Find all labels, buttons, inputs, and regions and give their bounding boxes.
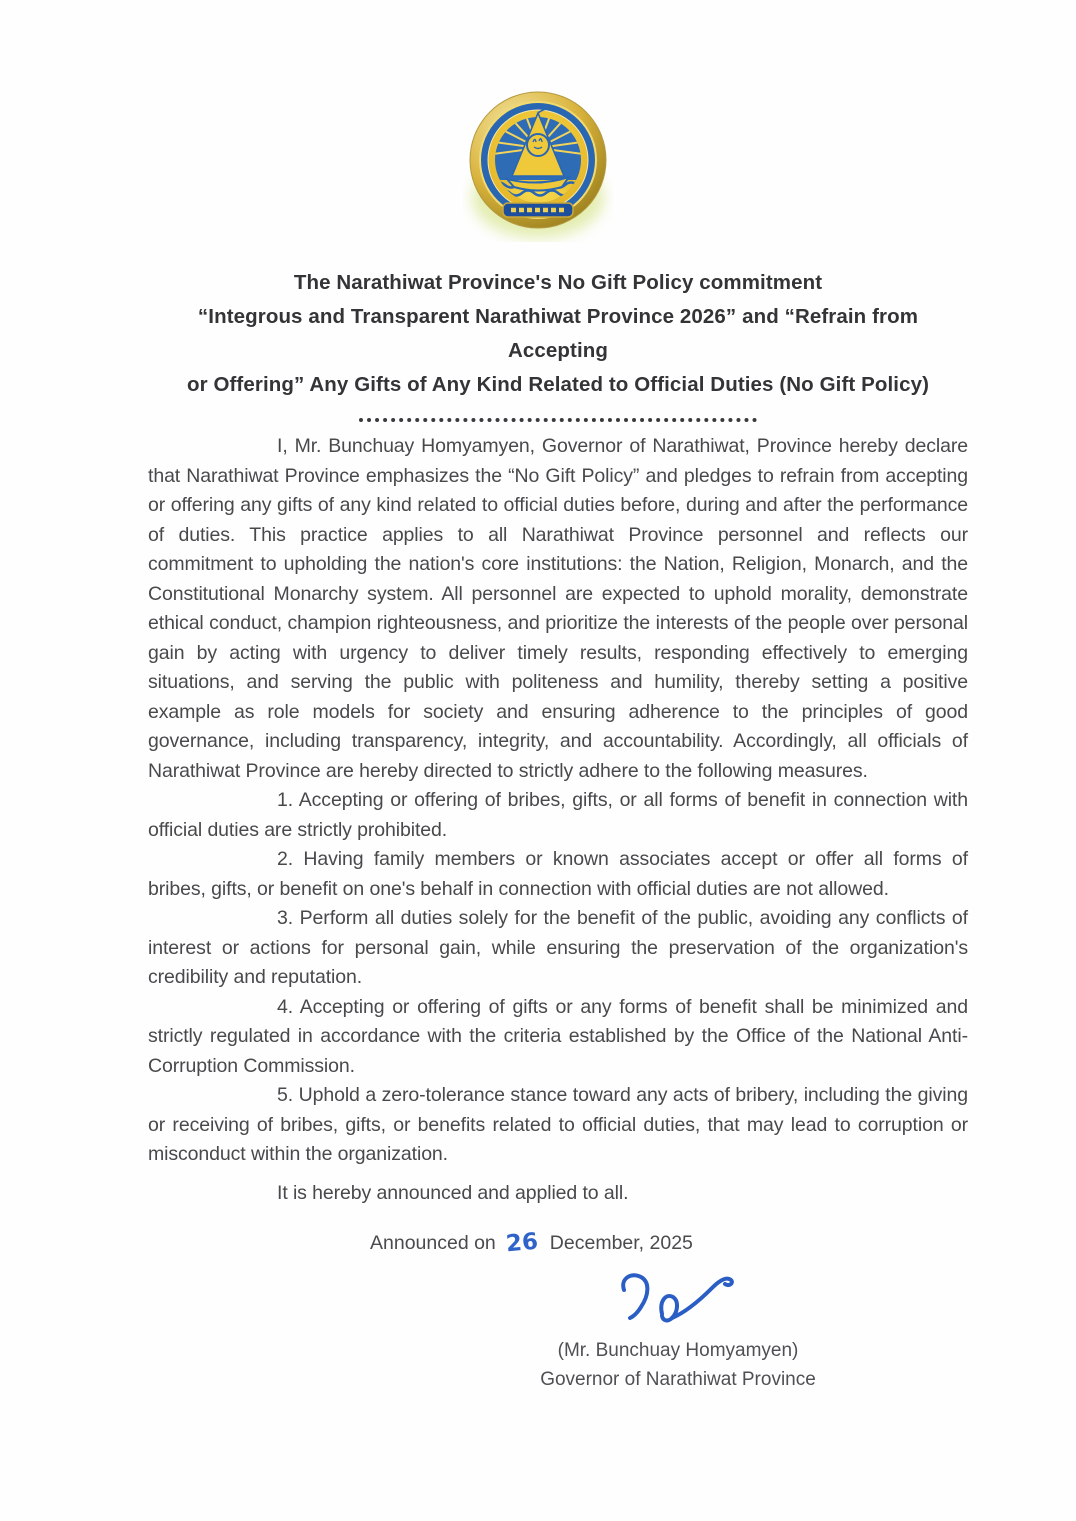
policy-item-3: 3. Perform all duties solely for the benefit of the public, avoiding any conflicts of interest or actions for personal gain, while ensuring the preservation of the organization's credibility and reputation. — [148, 907, 968, 988]
seal-container — [0, 0, 1076, 242]
signature-block — [528, 1268, 828, 1394]
policy-item-1: 1. Accepting or offering of bribes, gifts, or all forms of benefit in connection with official duties are strictly prohibited. — [148, 789, 968, 841]
announcement-date-line — [148, 1230, 968, 1256]
announced-date: December, 2025 — [549, 1232, 693, 1254]
document-body — [0, 266, 1076, 1394]
policy-item-4: 4. Accepting or offering of gifts or any forms of benefit shall be minimized and strictly regulated in accordance with the criteria established by the Office of the National Anti-Corruption Commission. — [148, 995, 968, 1077]
dotted-separator — [359, 418, 757, 422]
title-line-2: “Integrous and Transparent Narathiwat Province 2026” and “Refrain from Accepting — [197, 305, 919, 362]
closing-statement: It is hereby announced and applied to all. — [277, 1181, 629, 1204]
narathiwat-province-seal — [463, 84, 613, 242]
title-line-3: or Offering” Any Gifts of Any Kind Related to Official Duties (No Gift Policy) — [186, 373, 930, 396]
declaration-paragraph: I, Mr. Bunchuay Homyamyen, Governor of Narathiwat, Province hereby declare that Narathiwat Province emphasizes the “No Gift Policy” and pledges to refrain from accepting or offering any gifts of any kind related to official duties before, during and after the performance of duties. This practice applies to all Narathiwat Province personnel and reflects our commitment to upholding the nation's core institutions: the Nation, Religion, Monarch, and the Constitutional Monarchy system. All personnel are expected to uphold morality, demonstrate ethical conduct, champion righteousness, and prioritize the interests of the people over personal gain by acting with urgency to deliver timely results, responding effectively to emerging situations, and serving the public with politeness and humility, thereby setting a positive example as role models for society and ensuring adherence to the principles of good governance, including transparency, integrity, and accountability. Accordingly, all officials of Narathiwat Province are hereby directed to strictly adhere to the following measures. — [148, 435, 968, 782]
policy-item-5: 5. Uphold a zero-tolerance stance toward any acts of bribery, including the giving or receiving of bribes, gifts, or benefits related to official duties, that may lead to corruption or misconduct within the organization. — [148, 1084, 968, 1165]
handwritten-day: 26 — [504, 1228, 539, 1258]
policy-item-2: 2. Having family members or known associates accept or offer all forms of bribes, gifts, or benefit on one's behalf in connection with official duties are not allowed. — [148, 848, 968, 900]
document-title — [148, 266, 968, 402]
signatory-name: (Mr. Bunchuay Homyamyen) — [557, 1340, 799, 1361]
signatory-title: Governor of Narathiwat Province — [540, 1369, 816, 1390]
title-line-1: The Narathiwat Province's No Gift Policy commitment — [293, 271, 823, 294]
seal-banner — [503, 203, 573, 217]
governor-signature — [608, 1268, 748, 1332]
announced-on-label: Announced on — [370, 1232, 496, 1254]
